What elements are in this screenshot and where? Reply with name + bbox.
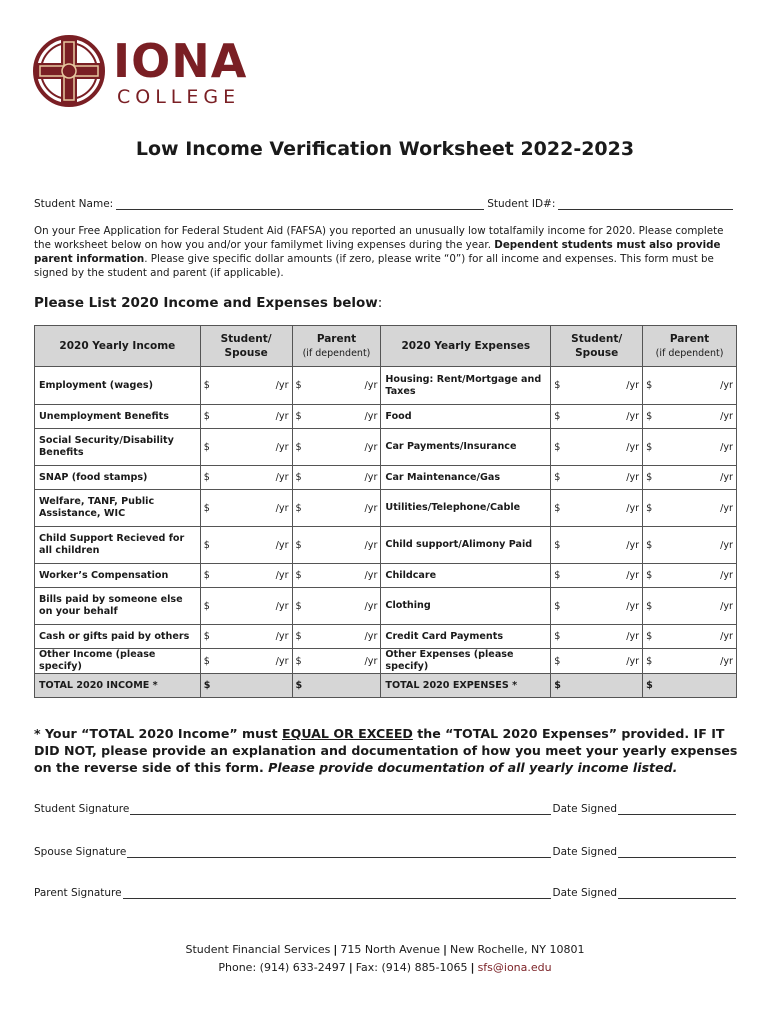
parent-signature-field[interactable]	[123, 886, 551, 899]
per-year-label: /yr	[275, 380, 289, 391]
dollar-sign: $	[295, 502, 302, 514]
dollar-sign: $	[554, 570, 561, 581]
income-label: Other Income (please specify)	[35, 649, 201, 674]
dollar-sign: $	[203, 411, 210, 422]
logo-name: IONA	[113, 34, 248, 88]
income-student-amount[interactable]	[200, 625, 292, 649]
dollar-sign: $	[646, 655, 653, 667]
income-student-amount[interactable]	[200, 405, 292, 429]
per-year-label: /yr	[626, 502, 640, 514]
expense-label: Clothing	[381, 588, 551, 625]
expense-label: Food	[381, 405, 551, 429]
table-row	[35, 564, 737, 588]
table-header-row	[35, 326, 737, 367]
intro-bold: Dependent students must also provide parent information	[34, 239, 721, 265]
email-link[interactable]: sfs@iona.edu	[477, 961, 552, 974]
table-row	[35, 466, 737, 490]
dollar-sign: $	[203, 655, 210, 667]
per-year-label: /yr	[720, 631, 733, 642]
dollar-sign: $	[554, 631, 561, 642]
dollar-sign: $	[203, 502, 210, 514]
per-year-label: /yr	[720, 411, 733, 422]
parent-signature-row	[34, 886, 736, 899]
dollar-sign: $	[295, 472, 302, 483]
per-year-label: /yr	[364, 631, 378, 642]
footer	[0, 941, 770, 977]
income-parent-amount[interactable]	[292, 429, 381, 466]
student-signature-field[interactable]	[130, 802, 550, 815]
student-info-row	[34, 197, 736, 210]
dollar-sign: $	[554, 655, 561, 667]
header-parent: Parent (if dependent)	[292, 326, 381, 367]
expense-parent-amount[interactable]	[643, 405, 737, 429]
income-parent-amount[interactable]	[292, 588, 381, 625]
dollar-sign: $	[554, 472, 561, 483]
student-id-field[interactable]	[558, 197, 733, 210]
income-label: Welfare, TANF, Public Assistance, WIC	[35, 490, 201, 527]
income-student-amount[interactable]	[200, 367, 292, 405]
total-income-parent[interactable]	[292, 674, 381, 698]
dollar-sign: $	[554, 502, 561, 514]
income-parent-amount[interactable]	[292, 490, 381, 527]
income-parent-amount[interactable]	[292, 405, 381, 429]
dollar-sign: $	[646, 570, 653, 581]
income-parent-amount[interactable]	[292, 649, 381, 674]
per-year-label: /yr	[364, 472, 378, 483]
per-year-label: /yr	[275, 502, 289, 514]
student-signature-label: Student Signature	[34, 803, 130, 815]
per-year-label: /yr	[626, 631, 640, 642]
dollar-sign: $	[295, 539, 302, 551]
dollar-sign: $	[203, 380, 210, 391]
per-year-label: /yr	[364, 441, 378, 453]
dollar-sign: $	[646, 539, 653, 551]
per-year-label: /yr	[626, 472, 640, 483]
intro-paragraph	[34, 224, 738, 280]
table-row	[35, 429, 737, 466]
expense-student-amount[interactable]	[551, 466, 643, 490]
header-student-spouse: Student/ Spouse	[200, 326, 292, 367]
income-student-amount[interactable]	[200, 564, 292, 588]
per-year-label: /yr	[720, 570, 733, 581]
total-requirement-note: * Your “TOTAL 2020 Income” must EQUAL OR EXCEED the “TOTAL 2020 Expenses” provided. IF IT DID NOT, please provide an explanation and documentation of how you meet your yearly expenses on the reverse side of this form. Please provide documentation of all yearly income listed.	[34, 726, 738, 775]
dollar-sign: $	[203, 631, 210, 642]
per-year-label: /yr	[720, 600, 733, 612]
per-year-label: /yr	[275, 472, 289, 483]
expense-label: Credit Card Payments	[381, 625, 551, 649]
list-heading: Please List 2020 Income and Expenses below:	[34, 295, 383, 311]
per-year-label: /yr	[626, 655, 640, 667]
table-row	[35, 649, 737, 674]
expense-label: Child support/Alimony Paid	[381, 527, 551, 564]
income-expense-table	[34, 325, 737, 698]
income-parent-amount[interactable]	[292, 564, 381, 588]
expense-label: Housing: Rent/Mortgage and Taxes	[381, 367, 551, 405]
table-row	[35, 625, 737, 649]
dollar-sign: $	[646, 502, 653, 514]
dollar-sign: $	[646, 631, 653, 642]
parent-date-label: Date Signed	[552, 887, 617, 899]
per-year-label: /yr	[720, 502, 733, 514]
expense-student-amount[interactable]	[551, 564, 643, 588]
total-expenses-student[interactable]	[551, 674, 643, 698]
dollar-sign: $	[646, 380, 653, 391]
table-row	[35, 588, 737, 625]
dollar-sign: $	[554, 441, 561, 453]
per-year-label: /yr	[275, 539, 289, 551]
dollar-sign: $	[295, 680, 303, 691]
table-row	[35, 490, 737, 527]
intro-text-1: On your Free Application for Federal Student Aid (FAFSA) you reported an unusually low totalfamily income for 2020. Please complete the worksheet below on how you and/or your familymet living expenses during the year.	[34, 225, 724, 251]
expense-parent-amount[interactable]	[643, 429, 737, 466]
income-student-amount[interactable]	[200, 527, 292, 564]
income-parent-amount[interactable]	[292, 466, 381, 490]
per-year-label: /yr	[275, 631, 289, 642]
dollar-sign: $	[203, 472, 210, 483]
per-year-label: /yr	[720, 380, 733, 391]
income-parent-amount[interactable]	[292, 527, 381, 564]
page-title: Low Income Verification Worksheet 2022-2023	[135, 138, 635, 160]
per-year-label: /yr	[364, 600, 378, 612]
spouse-date-label: Date Signed	[552, 846, 617, 858]
expense-label: Utilities/Telephone/Cable	[381, 490, 551, 527]
student-name-field[interactable]	[116, 197, 484, 210]
dollar-sign: $	[295, 631, 302, 642]
income-label: SNAP (food stamps)	[35, 466, 201, 490]
expense-parent-amount[interactable]	[643, 527, 737, 564]
per-year-label: /yr	[275, 441, 289, 453]
expense-label: Car Payments/Insurance	[381, 429, 551, 466]
dollar-sign: $	[295, 441, 302, 453]
per-year-label: /yr	[626, 539, 640, 551]
iona-crest-icon	[33, 33, 105, 109]
dollar-sign: $	[554, 680, 561, 691]
dollar-sign: $	[295, 411, 302, 422]
expense-student-amount[interactable]	[551, 588, 643, 625]
expense-student-amount[interactable]	[551, 625, 643, 649]
dollar-sign: $	[646, 472, 653, 483]
per-year-label: /yr	[364, 655, 378, 667]
dollar-sign: $	[203, 600, 210, 612]
per-year-label: /yr	[626, 570, 640, 581]
per-year-label: /yr	[720, 539, 733, 551]
dollar-sign: $	[295, 600, 302, 612]
student-date-field[interactable]	[618, 802, 736, 815]
per-year-label: /yr	[720, 655, 733, 667]
header-expenses: 2020 Yearly Expenses	[381, 326, 551, 367]
spouse-signature-row	[34, 845, 736, 858]
income-label: Social Security/Disability Benefits	[35, 429, 201, 466]
per-year-label: /yr	[720, 441, 733, 453]
expense-student-amount[interactable]	[551, 527, 643, 564]
income-student-amount[interactable]	[200, 466, 292, 490]
per-year-label: /yr	[720, 472, 733, 483]
income-label: Unemployment Benefits	[35, 405, 201, 429]
dollar-sign: $	[646, 441, 653, 453]
spouse-date-field[interactable]	[618, 845, 736, 858]
header-student-spouse-2: Student/ Spouse	[551, 326, 643, 367]
dollar-sign: $	[203, 441, 210, 453]
per-year-label: /yr	[364, 502, 378, 514]
income-parent-amount[interactable]	[292, 367, 381, 405]
per-year-label: /yr	[364, 380, 378, 391]
income-student-amount[interactable]	[200, 649, 292, 674]
dollar-sign: $	[646, 680, 653, 691]
income-label: Child Support Recieved for all children	[35, 527, 201, 564]
per-year-label: /yr	[275, 600, 289, 612]
dollar-sign: $	[646, 600, 653, 612]
income-label: Employment (wages)	[35, 367, 201, 405]
totals-row	[35, 674, 737, 698]
dollar-sign: $	[554, 411, 561, 422]
dollar-sign: $	[554, 539, 561, 551]
expense-parent-amount[interactable]	[643, 466, 737, 490]
table-row	[35, 527, 737, 564]
iona-college-logo	[33, 33, 253, 111]
total-expenses-label: TOTAL 2020 EXPENSES *	[381, 674, 551, 698]
dollar-sign: $	[203, 539, 210, 551]
dollar-sign: $	[554, 600, 561, 612]
total-income-label: TOTAL 2020 INCOME *	[35, 674, 201, 698]
expense-student-amount[interactable]	[551, 367, 643, 405]
expense-label: Car Maintenance/Gas	[381, 466, 551, 490]
header-parent-2: Parent (if dependent)	[643, 326, 737, 367]
parent-date-field[interactable]	[618, 886, 736, 899]
per-year-label: /yr	[364, 570, 378, 581]
per-year-label: /yr	[275, 570, 289, 581]
table-row	[35, 367, 737, 405]
expense-parent-amount[interactable]	[643, 625, 737, 649]
equal-or-exceed: EQUAL OR EXCEED	[282, 726, 413, 741]
per-year-label: /yr	[626, 411, 640, 422]
expense-parent-amount[interactable]	[643, 490, 737, 527]
header-income: 2020 Yearly Income	[35, 326, 201, 367]
student-name-label: Student Name:	[34, 198, 114, 210]
per-year-label: /yr	[275, 655, 289, 667]
expense-parent-amount[interactable]	[643, 564, 737, 588]
expense-student-amount[interactable]	[551, 490, 643, 527]
income-label: Bills paid by someone else on your behalf	[35, 588, 201, 625]
total-income-student[interactable]	[200, 674, 292, 698]
expense-parent-amount[interactable]	[643, 649, 737, 674]
total-expenses-parent[interactable]	[643, 674, 737, 698]
student-signature-row	[34, 802, 736, 815]
per-year-label: /yr	[364, 539, 378, 551]
per-year-label: /yr	[626, 600, 640, 612]
dollar-sign: $	[295, 380, 302, 391]
expense-student-amount[interactable]	[551, 405, 643, 429]
dollar-sign: $	[203, 680, 211, 691]
income-parent-amount[interactable]	[292, 625, 381, 649]
dollar-sign: $	[203, 570, 210, 581]
dollar-sign: $	[646, 411, 653, 422]
student-date-label: Date Signed	[552, 803, 617, 815]
expense-parent-amount[interactable]	[643, 588, 737, 625]
dollar-sign: $	[554, 380, 561, 391]
expense-label: Other Expenses (please specify)	[381, 649, 551, 674]
spouse-signature-field[interactable]	[127, 845, 550, 858]
parent-signature-label: Parent Signature	[34, 887, 122, 899]
expense-parent-amount[interactable]	[643, 367, 737, 405]
income-student-amount[interactable]	[200, 490, 292, 527]
footer-address-line: Student Financial Services | 715 North Avenue | New Rochelle, NY 10801	[185, 943, 585, 956]
spouse-signature-label: Spouse Signature	[34, 846, 127, 858]
table-row	[35, 405, 737, 429]
per-year-label: /yr	[275, 411, 289, 422]
per-year-label: /yr	[626, 380, 640, 391]
documentation-note: Please provide documentation of all yearly income listed.	[268, 760, 678, 775]
income-label: Worker’s Compensation	[35, 564, 201, 588]
per-year-label: /yr	[626, 441, 640, 453]
income-label: Cash or gifts paid by others	[35, 625, 201, 649]
dollar-sign: $	[295, 655, 302, 667]
expense-student-amount[interactable]	[551, 649, 643, 674]
intro-text-2: . Please give specific dollar amounts (if zero, please write “0”) for all income and expenses. This form must be signed by the student and parent (if applicable).	[34, 253, 714, 279]
income-student-amount[interactable]	[200, 588, 292, 625]
student-id-label: Student ID#:	[487, 198, 556, 210]
dollar-sign: $	[295, 570, 302, 581]
income-student-amount[interactable]	[200, 429, 292, 466]
logo-subname: COLLEGE	[117, 86, 241, 108]
expense-student-amount[interactable]	[551, 429, 643, 466]
per-year-label: /yr	[364, 411, 378, 422]
footer-contact-line: Phone: (914) 633-2497 | Fax: (914) 885-1065 | sfs@iona.edu	[218, 961, 552, 974]
expense-label: Childcare	[381, 564, 551, 588]
